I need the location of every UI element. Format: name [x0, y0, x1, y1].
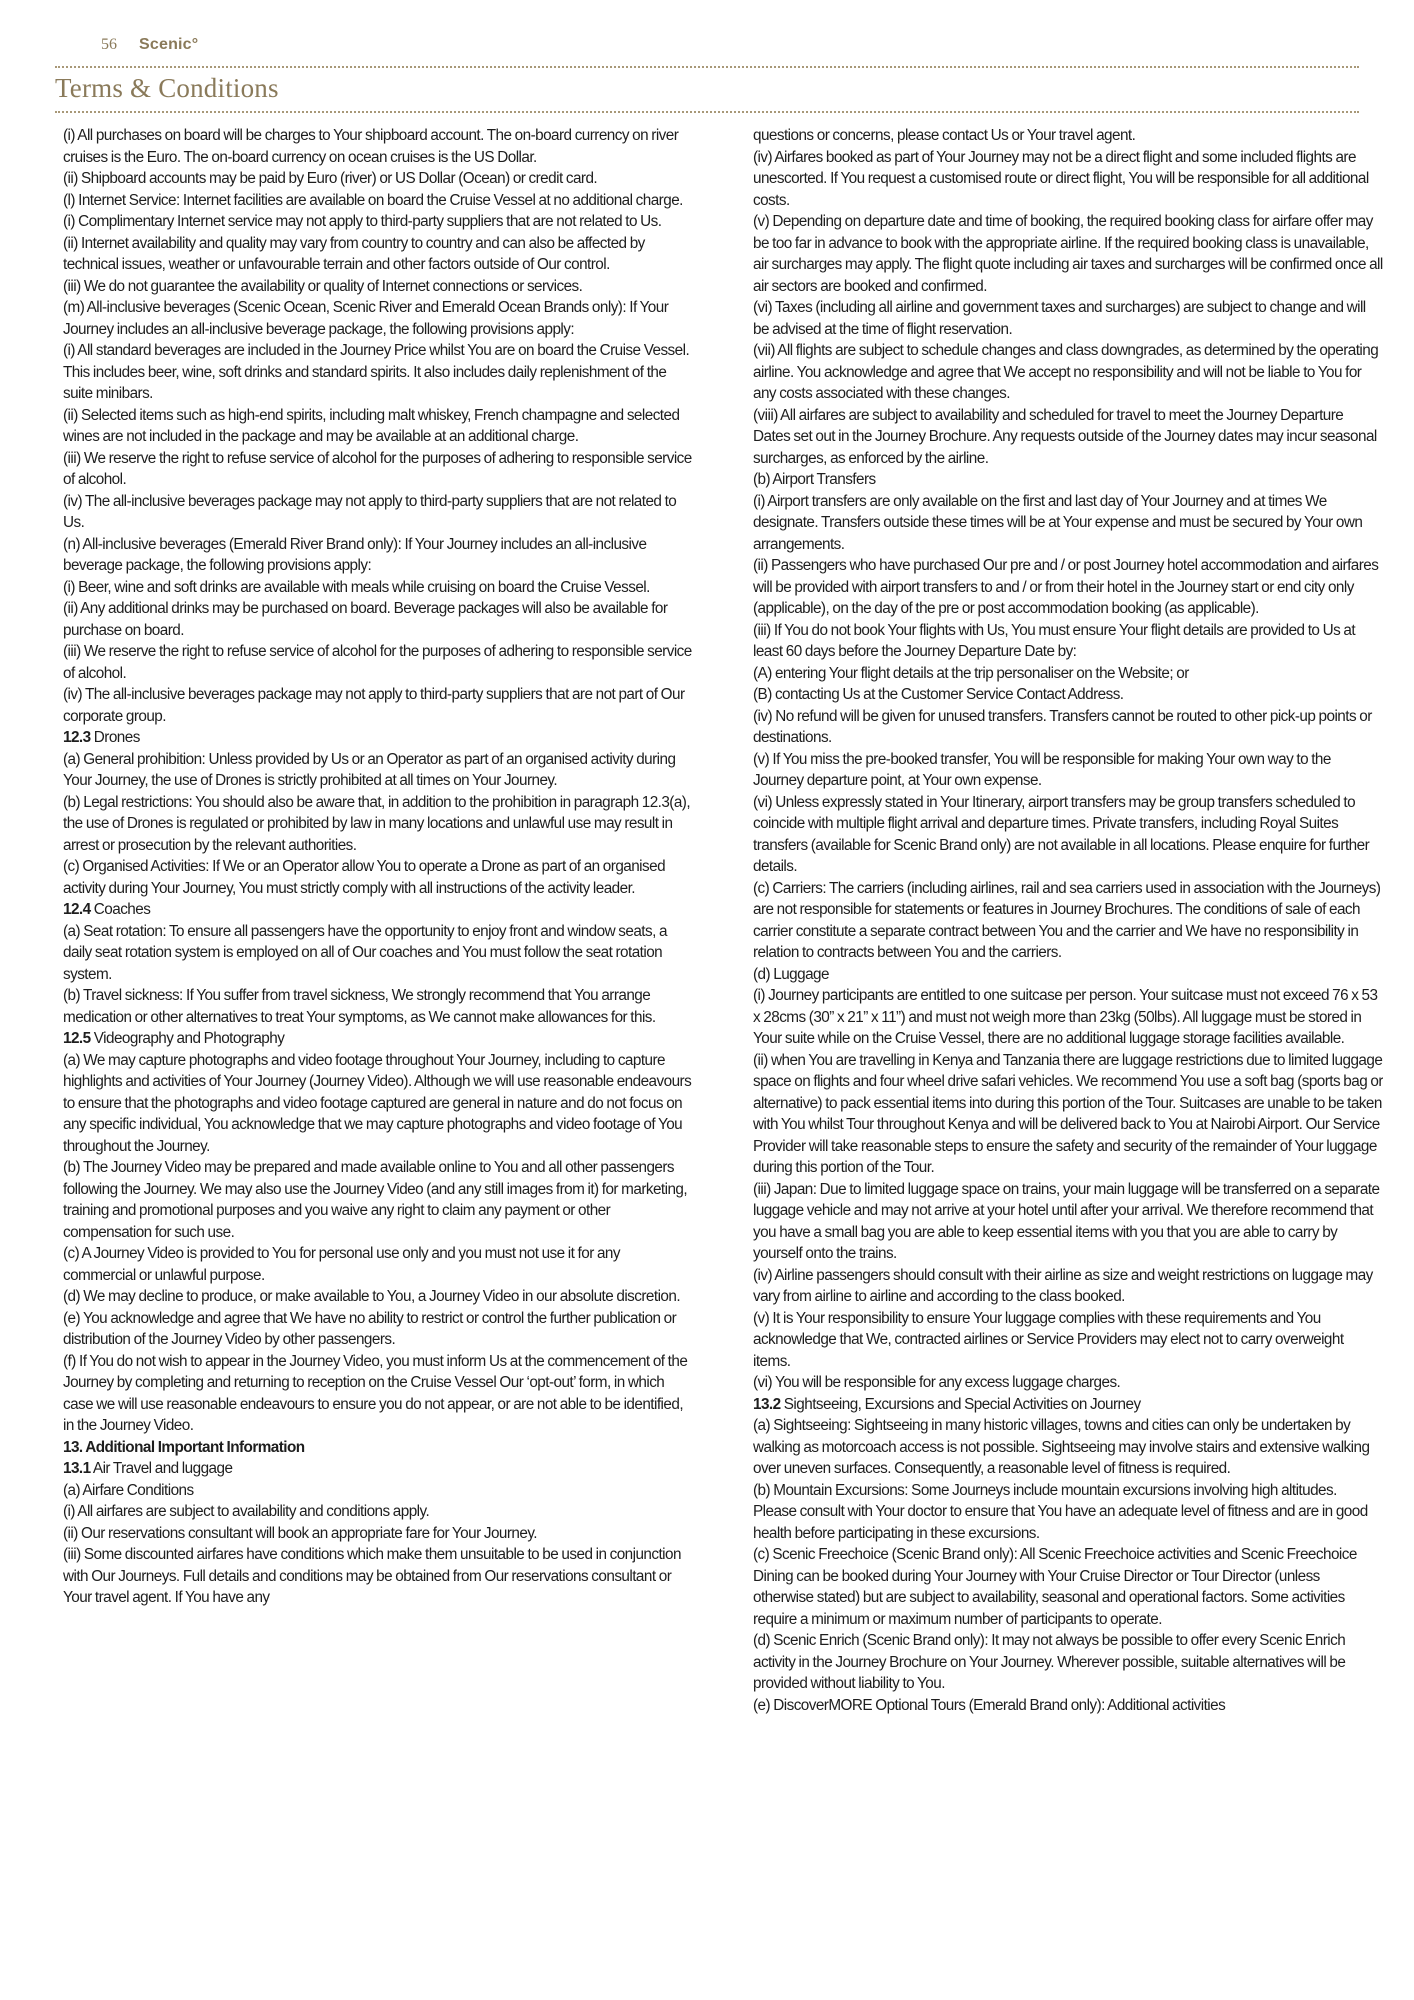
paragraph: (d) We may decline to produce, or make available to You, a Journey Video in our absolute discretion. [63, 1288, 681, 1305]
paragraph: (b) Legal restrictions: You should also be aware that, in addition to the prohibition in paragraph 12.3(a), the use of Drones is regulated or prohibited by law in many locations and unlawful use may result in arrest or prosecution by the relevant authorities. [63, 793, 691, 854]
paragraph: (e) DiscoverMORE Optional Tours (Emerald Brand only): Additional activities [753, 1696, 1226, 1714]
paragraph: (iii) Some discounted airfares have conditions which make them unsuitable to be used in conjunction with Our Journeys. Full details and conditions may be obtained from Our reservations consultant or Your travel agent. If You have any [63, 1546, 681, 1606]
paragraph: (i) All standard beverages are included in the Journey Price whilst You are on board the Cruise Vessel. This includes beer, wine, soft drinks and standard spirits. It also includes daily replenishment of the suite minibars. [63, 342, 690, 402]
paragraph: (ii) Selected items such as high-end spirits, including malt whiskey, French champagne and selected wines are not included in the package and may be available at an additional charge. [63, 406, 680, 445]
paragraph: (d) Luggage [753, 965, 829, 983]
paragraph: (vi) You will be responsible for any excess luggage charges. [753, 1374, 1121, 1391]
paragraph: (c) Scenic Freechoice (Scenic Brand only): All Scenic Freechoice activities and Scenic Freechoice Dining can be booked during Your Journey with Your Cruise Director or Tour Director (unless otherwise stated) but are subject to availability, seasonal and operational factors. Some activities require a minimum or maximum number of participants to operate. [753, 1546, 1357, 1628]
paragraph: (ii) Any additional drinks may be purchased on board. Beverage packages will also be available for purchase on board. [63, 600, 668, 639]
paragraph: (f) If You do not wish to appear in the Journey Video, you must inform Us at the commencement of the Journey by completing and returning to reception on the Cruise Vessel Our ‘opt-out’ form, in which case we will use reasonable endeavours to ensure you do not appear, or are not able to be identified, in the Journey Video. [63, 1352, 688, 1434]
paragraph: (iii) We reserve the right to refuse service of alcohol for the purposes of adhering to responsible service of alcohol. [63, 643, 692, 682]
paragraph: (ii) Internet availability and quality may vary from country to country and can also be affected by technical issues, weather or unfavourable terrain and other factors outside of Our control. [63, 234, 645, 273]
page-number: 56 [101, 36, 117, 53]
title-divider [55, 111, 1359, 113]
paragraph: (vi) Taxes (including all airline and government taxes and surcharges) are subject to change and will be advised at the time of flight reservation. [753, 299, 1366, 338]
paragraph: (b) Mountain Excursions: Some Journeys include mountain excursions involving high altitudes. Please consult with Your doctor to ensure that You have an adequate level of fitness and are in good health before participating in these excursions. [753, 1481, 1368, 1542]
paragraph: (B) contacting Us at the Customer Service Contact Address. [753, 686, 1124, 703]
paragraph: (ii) Our reservations consultant will book an appropriate fare for Your Journey. [63, 1524, 537, 1542]
running-header [101, 36, 198, 60]
subsection-number: 12.5 [63, 1030, 91, 1047]
subsection-title: Sightseeing, Excursions and Special Activities on Journey [780, 1395, 1141, 1413]
paragraph: (c) Organised Activities: If We or an Operator allow You to operate a Drone as part of an organised activity during Your Journey, You must strictly comply with all instructions of the activity leader. [63, 858, 666, 897]
paragraph: (ii) Shipboard accounts may be paid by Euro (river) or US Dollar (Ocean) or credit card. [63, 170, 598, 187]
section-title: Terms & Conditions [55, 73, 279, 103]
paragraph: (i) All airfares are subject to availability and conditions apply. [63, 1503, 430, 1520]
paragraph: (i) Airport transfers are only available on the first and last day of Your Journey and at times We designate. Transfers outside these times will be at Your expense and must be secured by Your own arrangements. [753, 492, 1363, 553]
paragraph: (n) All-inclusive beverages (Emerald River Brand only): If Your Journey includes an all-inclusive beverage package, the following provisions apply: [63, 535, 647, 574]
brand-logo: Scenic° [139, 36, 199, 53]
paragraph: (iii) We reserve the right to refuse service of alcohol for the purposes of adhering to responsible service of alcohol. [63, 449, 692, 488]
paragraph: (e) You acknowledge and agree that We have no ability to restrict or control the further publication or distribution of the Journey Video by other passengers. [63, 1309, 677, 1348]
paragraph: (c) Carriers: The carriers (including airlines, rail and sea carriers used in association with the Journeys) are not responsible for statements or features in Journey Brochures. The conditions of sale of each carrier constitute a separate contract between You and the carrier and We have no responsibility in relation to contracts between You and the carriers. [753, 879, 1381, 961]
paragraph: (iii) Japan: Due to limited luggage space on trains, your main luggage will be transferred on a separate luggage vehicle and may not arrive at your hotel until after your arrival. We therefore recommend that you have a small bag you are able to keep essential items with you that you are able to carry by yourself onto the trains. [753, 1180, 1380, 1262]
paragraph: (b) Airport Transfers [753, 471, 876, 488]
paragraph: (a) Sightseeing: Sightseeing in many historic villages, towns and cities can only be undertaken by walking as motorcoach access is not possible. Sightseeing may involve stairs and extensive walking over uneven surfaces. Consequently, a reasonable level of fitness is required. [753, 1417, 1370, 1477]
paragraph: (b) Travel sickness: If You suffer from travel sickness, We strongly recommend that You arrange medication or other alternatives to treat Your symptoms, as We cannot make allowances for this. [63, 987, 656, 1026]
subsection-number: 13.1 [63, 1460, 91, 1477]
paragraph: (d) Scenic Enrich (Scenic Brand only): It may not always be possible to offer every Scenic Enrich activity in the Journey Brochure on Your Journey. Wherever possible, suitable alternatives will be provided without liability to You. [753, 1632, 1346, 1692]
header-divider [55, 66, 1359, 68]
subsection-heading [63, 1028, 693, 1050]
subsection-number: 13.2 [753, 1395, 781, 1413]
paragraph: (i) Complimentary Internet service may not apply to third-party suppliers that are not related to Us. [63, 213, 662, 230]
paragraph: (a) Airfare Conditions [63, 1481, 194, 1499]
paragraph: (i) Journey participants are entitled to one suitcase per person. Your suitcase must not exceed 76 x 53 x 28cms (30” x 21” x 11”) and must not weigh more than 23kg (50lbs). All luggage must be stored in Your suite while on the Cruise Vessel, there are no additional luggage storage facilities available. [753, 987, 1378, 1047]
paragraph: (a) We may capture photographs and video footage throughout Your Journey, including to capture highlights and activities of Your Journey (Journey Video). Although we will use reasonable endeavours to ensure that the photographs and video footage captured are general in nature and do not focus on any specific individual, You acknowledge that we may capture photographs and video footage of You throughout the Journey. [63, 1051, 692, 1155]
paragraph: (c) A Journey Video is provided to You for personal use only and you must not use it for any commercial or unlawful purpose. [63, 1245, 620, 1284]
subsection-number: 12.3 [63, 729, 91, 746]
paragraph: (iv) Airline passengers should consult with their airline as size and weight restrictions on luggage may vary from airline to airline and according to the class booked. [753, 1266, 1373, 1305]
paragraph: (iii) If You do not book Your flights with Us, You must ensure Your flight details are provided to Us at least 60 days before the Journey Departure Date by: [753, 621, 1356, 660]
paragraph: (i) Beer, wine and soft drinks are available with meals while cruising on board the Cruise Vessel. [63, 578, 650, 596]
paragraph: (ii) when You are travelling in Kenya and Tanzania there are luggage restrictions due to limited luggage space on flights and four wheel drive safari vehicles. We recommend You use a soft bag (sports bag or alternative) to pack essential items into during this portion of the Tour. Suitcases are unable to be taken with You whilst Tour throughout Kenya and will be delivered back to You at Nairobi Airport. Our Service Provider will take reasonable steps to ensure the safety and security of the remainder of Your luggage during this portion of the Tour. [753, 1051, 1383, 1176]
paragraph: (iv) Airfares booked as part of Your Journey may not be a direct flight and some included flights are unescorted. If You request a customised route or direct flight, You will be responsible for all additional costs. [753, 148, 1369, 209]
paragraph: questions or concerns, please contact Us or Your travel agent. [753, 127, 1136, 144]
paragraph: (iv) The all-inclusive beverages package may not apply to third-party suppliers that are not related to Us. [63, 492, 677, 531]
paragraph: (vii) All flights are subject to schedule changes and class downgrades, as determined by the operating airline. You acknowledge and agree that We accept no responsibility and will not be liable to You for any costs associated with these changes. [753, 342, 1379, 402]
paragraph: (iv) No refund will be given for unused transfers. Transfers cannot be routed to other pick-up points or destinations. [753, 707, 1372, 746]
subsection-number: 12.4 [63, 901, 91, 918]
paragraph: (b) The Journey Video may be prepared and made available online to You and all other passengers following the Journey. We may also use the Journey Video (and any still images from it) for marketing, training and promotional purposes and you waive any right to claim any payment or other compensation for such use. [63, 1159, 688, 1241]
subsection-heading [63, 727, 693, 749]
paragraph: (A) entering Your flight details at the trip personaliser on the Website; or [753, 664, 1189, 682]
paragraph: (v) It is Your responsibility to ensure Your luggage complies with these requirements and You acknowledge that We, contracted airlines or Service Providers may elect not to carry overweight items. [753, 1309, 1344, 1370]
subsection-heading [753, 1394, 1383, 1416]
subsection-title: Drones [90, 729, 140, 746]
paragraph: (m) All-inclusive beverages (Scenic Ocean, Scenic River and Emerald Ocean Brands only): If Your Journey includes an all-inclusive beverage package, the following provisions apply: [63, 299, 669, 338]
subsection-title: Air Travel and luggage [90, 1460, 233, 1477]
section-heading: 13. Additional Important Information [63, 1438, 305, 1456]
subsection-title: Coaches [90, 901, 151, 918]
paragraph: (vi) Unless expressly stated in Your Itinerary, airport transfers may be group transfers scheduled to coincide with multiple flight arrival and departure times. Private transfers, including Royal Suites transfers (available for Scenic Brand only) are not available in all locations. Please enquire for further details. [753, 793, 1370, 875]
paragraph: (l) Internet Service: Internet facilities are available on board the Cruise Vessel at no additional charge. [63, 191, 683, 209]
subsection-heading [63, 1458, 693, 1480]
paragraph: (i) All purchases on board will be charges to Your shipboard account. The on-board currency on river cruises is the Euro. The on-board currency on ocean cruises is the US Dollar. [63, 127, 679, 166]
subsection-title: Videography and Photography [90, 1030, 285, 1047]
right-column [753, 125, 1383, 1975]
paragraph: (iv) The all-inclusive beverages package may not apply to third-party suppliers that are not part of Our corporate group. [63, 686, 685, 725]
paragraph: (iii) We do not guarantee the availability or quality of Internet connections or services. [63, 277, 583, 295]
paragraph: (a) General prohibition: Unless provided by Us or an Operator as part of an organised activity during Your Journey, the use of Drones is strictly prohibited at all times on Your Journey. [63, 750, 676, 789]
paragraph: (v) Depending on departure date and time of booking, the required booking class for airfare offer may be too far in advance to book with the appropriate airline. If the required booking class is unavailable, air surcharges may apply. The flight quote including air taxes and surcharges will be confirmed once all air sectors are booked and confirmed. [753, 213, 1383, 295]
paragraph: (v) If You miss the pre-booked transfer, You will be responsible for making Your own way to the Journey departure point, at Your own expense. [753, 750, 1331, 789]
paragraph: (viii) All airfares are subject to availability and scheduled for travel to meet the Journey Departure Dates set out in the Journey Brochure. Any requests outside of the Journey dates may incur seasonal surcharges, as enforced by the airline. [753, 406, 1377, 467]
paragraph: (a) Seat rotation: To ensure all passengers have the opportunity to enjoy front and window seats, a daily seat rotation system is employed on all of Our coaches and You must follow the seat rotation system. [63, 922, 667, 983]
paragraph: (ii) Passengers who have purchased Our pre and / or post Journey hotel accommodation and airfares will be provided with airport transfers to and / or from their hotel in the Journey start or end city only (applicable), on the day of the pre or post accommodation booking (as applicable). [753, 557, 1379, 617]
subsection-heading [63, 899, 693, 921]
left-column [63, 125, 693, 1975]
